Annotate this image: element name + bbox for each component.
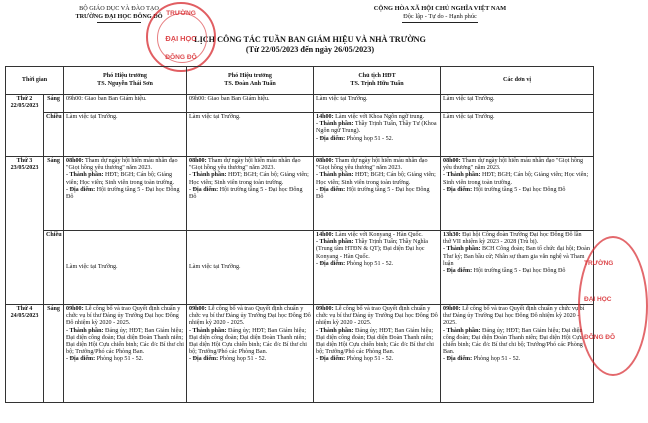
event-description: Tham dự ngày hội hiến máu nhân đạo "Giọt hồng yêu thương" năm 2023. xyxy=(443,158,584,172)
issuer-underline xyxy=(97,22,141,23)
tue-afternoon-col4 xyxy=(441,231,594,305)
schedule-title-block xyxy=(130,35,490,55)
wed-morning-col4 xyxy=(441,305,594,403)
mon-morning-label: Sáng xyxy=(44,95,64,113)
event-location: Phòng họp 51 - 52. xyxy=(472,356,521,363)
location-label: - Địa điểm: xyxy=(443,356,473,363)
wed-day: Thứ 4 xyxy=(16,306,33,312)
event-location: Phòng họp 51 - 52. xyxy=(95,356,144,363)
event-location: Phòng họp 51 - 52. xyxy=(218,356,267,363)
tue-morning-label: Sáng xyxy=(44,157,64,231)
event-location: Hội trường tầng 5 - Đại học Đông Đô xyxy=(472,268,566,275)
event-participants: BCH Công đoàn; Ban tổ chức đại hội; Đoàn Thư ký; Ban bầu cử; Nhân sự tham gia văn nghệ và Tham luận xyxy=(443,246,590,267)
wed-morning-col1 xyxy=(64,305,187,403)
event-participants: Đảng ủy; HĐT; Ban Giám hiệu; Đại diện công đoàn; Đại diện Đoàn Thanh niên; Đại diện Hội Cựu chiến binh; Các đ/c Bí thư chi bộ; Trưởng/Phó các Phòng Ban. xyxy=(66,327,184,356)
event-description: Lễ công bố và trao Quyết định chuẩn y chức vụ bí thư Đảng ủy Trường Đại học Đông Đô nhiệm kỳ 2020 - 2025. xyxy=(316,306,438,327)
tue-morning-row xyxy=(6,157,594,231)
location-label: - Địa điểm: xyxy=(66,356,96,363)
location-label: - Địa điểm: xyxy=(316,135,346,142)
event-description: Tham dự ngày hội hiến máu nhân đạo "Giọt hồng yêu thương" năm 2023. xyxy=(189,158,301,172)
mon-morning-col1: 09h00: Giao ban Ban Giám hiệu. xyxy=(64,95,187,113)
location-label: - Địa điểm: xyxy=(443,186,473,193)
col3-header xyxy=(314,67,441,95)
location-label: - Địa điểm: xyxy=(316,186,346,193)
col1-role: Phó Hiệu trưởng xyxy=(103,73,147,80)
event-time: 08h00: xyxy=(66,158,84,164)
event-time: 09h00: xyxy=(66,306,84,312)
mon-morning-col2: 09h00: Giao ban Ban Giám hiệu. xyxy=(187,95,314,113)
event-location: Hội trường tầng 5 - Đại học Đông Đô xyxy=(189,186,303,201)
event-participants: HĐT; BGH; Cán bộ; Giảng viên; Học viên; Sinh viên trong toàn trường. xyxy=(66,172,175,186)
wed-morning-col2 xyxy=(187,305,314,403)
event-location: Hội trường tầng 5 - Đại học Đông Đô xyxy=(472,186,566,193)
event-time: 09h00: xyxy=(189,306,207,312)
event-participants: Thầy Trịnh Tuấn; Thầy Nghĩa (Trung tâm HTĐN & QT); Đại diện Đại học Konyang - Hàn Quốc. xyxy=(316,239,428,260)
mon-pm-time: 14h00: xyxy=(316,114,334,120)
col1-header xyxy=(64,67,187,95)
event-participants: Đảng ủy; HĐT; Ban Giám hiệu; Đại diện công đoàn; Đại diện Đoàn Thanh niên; Đại diện Hội Cựu chiến binh; Các đ/c Bí thư chi bộ; Trưởng/Phó các Phòng Ban. xyxy=(189,327,307,356)
mon-day: Thứ 2 xyxy=(16,96,33,102)
tue-afternoon-col1: Làm việc tại Trường. xyxy=(64,231,187,305)
seal-bottom-text: ĐÔNG ĐÔ xyxy=(165,54,197,61)
col2-role: Phó Hiệu trưởng xyxy=(228,73,272,80)
participants-label: - Thành phần: xyxy=(189,172,227,179)
ministry-name: BỘ GIÁO DỤC VÀ ĐÀO TẠO xyxy=(79,5,159,12)
participants-label: - Thành phần: xyxy=(316,172,354,179)
mon-afternoon-label: Chiều xyxy=(44,113,64,157)
national-block xyxy=(330,5,550,23)
tue-afternoon-row xyxy=(6,231,594,305)
mon-afternoon-col4: Làm việc tại Trường. xyxy=(441,113,594,157)
edge-seal-text-2: ĐẠI HỌC xyxy=(584,296,612,303)
event-description: Đại hội Công đoàn Trường Đại học Đông Đô lần thứ VII nhiệm kỳ 2023 - 2028 (Trù bị). xyxy=(443,232,582,246)
tue-morning-col4 xyxy=(441,157,594,231)
mon-day-cell xyxy=(6,95,44,157)
participants-label: - Thành phần: xyxy=(443,327,481,334)
schedule-date-range: (Từ 22/05/2023 đến ngày 26/05/2023) xyxy=(245,45,375,54)
event-time: 09h00: xyxy=(316,306,334,312)
event-participants: Đảng ủy; HĐT; Ban Giám hiệu; Đại diện công đoàn; Đại diện Đoàn Thanh niên; Đại diện Hội Cựu chiến binh; Các đ/c Bí thư chi bộ; Trưởng/Phó các Phòng Ban. xyxy=(443,327,583,356)
event-time: 08h00: xyxy=(316,158,334,164)
motto-underline xyxy=(402,22,478,23)
schedule-table xyxy=(5,66,594,403)
tue-afternoon-col3 xyxy=(314,231,441,305)
mon-pm-event: Làm việc với Khoa Ngôn ngữ trung. xyxy=(333,114,425,120)
participants-label: - Thành phần: xyxy=(316,327,354,334)
issuer-block xyxy=(44,5,194,23)
document-header xyxy=(0,0,600,64)
wed-morning-label: Sáng xyxy=(44,305,64,403)
mon-morning-col4: Làm việc tại Trường. xyxy=(441,95,594,113)
header-row xyxy=(6,67,594,95)
wed-day-cell xyxy=(6,305,44,403)
participants-label: - Thành phần: xyxy=(189,327,227,334)
location-label: - Địa điểm: xyxy=(66,186,96,193)
event-time: 08h00: xyxy=(189,158,207,164)
event-participants: Đảng ủy; HĐT; Ban Giám hiệu; Đại diện công đoàn; Đại diện Đoàn Thanh niên; Đại diện Hội Cựu chiến binh; Các đ/c Bí thư chi bộ; Trưởng/Phó các Phòng Ban. xyxy=(316,327,434,356)
tue-morning-col1 xyxy=(64,157,187,231)
col1-person: TS. Nguyễn Thái Sơn xyxy=(97,80,153,87)
event-participants: HĐT; BGH; Cán bộ; Giảng viên; Học viên; Sinh viên trong toàn trường. xyxy=(189,172,309,186)
event-location: Phòng họp 51 - 52. xyxy=(345,356,394,363)
participants-label: - Thành phần: xyxy=(66,172,104,179)
schedule-title: LỊCH CÔNG TÁC TUẦN BAN GIÁM HIỆU VÀ NHÀ TRƯỜNG xyxy=(194,35,426,44)
country-name: CỘNG HÒA XÃ HỘI CHỦ NGHĨA VIỆT NAM xyxy=(373,5,507,12)
tue-afternoon-label: Chiều xyxy=(44,231,64,305)
wed-date: 24/05/2023 xyxy=(10,313,39,320)
event-time: 09h00: xyxy=(443,306,461,312)
col3-person: TS. Trịnh Hữu Tuấn xyxy=(350,80,404,87)
wed-morning-row xyxy=(6,305,594,403)
event-description: Lễ công bố và trao Quyết định chuẩn y chức vụ bí thư Đảng ủy Trường Đại học Đông Đô nhiệm kỳ 2020 - 2025. xyxy=(189,306,311,327)
edge-seal-text-1: TRƯỜNG xyxy=(584,260,614,267)
mon-afternoon-col1: Làm việc tại Trường. xyxy=(64,113,187,157)
event-participants: HĐT; BGH; Cán bộ; Giảng viên; Học viên; Sinh viên trong toàn trường. xyxy=(316,172,436,186)
seal-middle-text: ĐẠI HỌC xyxy=(165,34,197,43)
participants-label: - Thành phần: xyxy=(316,239,354,246)
tue-day: Thứ 3 xyxy=(16,158,33,164)
mon-date: 22/05/2023 xyxy=(10,103,39,110)
participants-label: - Thành phần: xyxy=(66,327,104,334)
location-label: - Địa điểm: xyxy=(189,356,219,363)
tue-afternoon-col2: Làm việc tại Trường. xyxy=(187,231,314,305)
seal-top-text: TRƯỜNG xyxy=(166,10,196,17)
event-participants: HĐT; BGH; Cán bộ; Giảng viên; Học viên; Sinh viên trong toàn trường. xyxy=(443,172,589,186)
event-location: Hội trường tầng 5 - Đại học Đông Đô xyxy=(316,186,430,201)
tue-morning-col2 xyxy=(187,157,314,231)
tue-date: 23/05/2023 xyxy=(10,165,39,172)
wed-morning-col3 xyxy=(314,305,441,403)
tue-day-cell xyxy=(6,157,44,305)
edge-seal-text-3: ĐÔNG ĐÔ xyxy=(584,334,616,341)
event-time: 13h30: xyxy=(443,232,461,238)
mon-afternoon-col3 xyxy=(314,113,441,157)
mon-morning-col3: Làm việc tại Trường. xyxy=(314,95,441,113)
mon-afternoon-row xyxy=(6,113,594,157)
location-label: - Địa điểm: xyxy=(443,268,473,275)
tue-morning-col3 xyxy=(314,157,441,231)
event-location: Phòng họp 51 - 52. xyxy=(345,260,394,267)
mon-afternoon-col2: Làm việc tại Trường. xyxy=(187,113,314,157)
col2-person: TS. Đoàn Anh Tuấn xyxy=(224,80,276,87)
university-name: TRƯỜNG ĐẠI HỌC ĐÔNG ĐÔ xyxy=(75,13,163,20)
event-description: Lễ công bố và trao Quyết định chuẩn y chức vụ bí thư Đảng ủy Trường Đại học Đông Đô nhiệm kỳ 2020 - 2025. xyxy=(66,306,181,327)
mon-morning-row xyxy=(6,95,594,113)
event-location: Hội trường tầng 5 - Đại học Đông Đô xyxy=(66,186,180,201)
event-description: Làm việc với Konyang - Hàn Quốc. xyxy=(333,232,423,238)
time-header: Thời gian xyxy=(6,67,64,95)
event-time: 14h00: xyxy=(316,232,334,238)
col3-role: Chủ tịch HĐT xyxy=(358,73,396,80)
event-description: Lễ công bố và trao Quyết định chuẩn y chức vụ bí thư Đảng ủy Trường Đại học Đông Đô nhiệm kỳ 2020 - 2025. xyxy=(443,306,585,327)
col4-header: Các đơn vị xyxy=(441,67,594,95)
participants-label: - Thành phần: xyxy=(443,172,481,179)
mon-pm-location: Phòng họp 51 - 52. xyxy=(345,135,394,142)
event-description: Tham dự ngày hội hiến máu nhân đạo "Giọt hồng yêu thương" năm 2023. xyxy=(316,158,428,172)
col2-header xyxy=(187,67,314,95)
location-label: - Địa điểm: xyxy=(189,186,219,193)
event-time: 08h00: xyxy=(443,158,461,164)
participants-label: - Thành phần: xyxy=(316,121,354,128)
mon-pm-participants: Thầy Trịnh Tuấn, Thầy Tư (Khoa Ngôn ngữ Trung). xyxy=(316,121,437,135)
event-description: Tham dự ngày hội hiến máu nhân đạo "Giọt hồng yêu thương" năm 2023. xyxy=(66,158,178,172)
location-label: - Địa điểm: xyxy=(316,356,346,363)
national-motto: Độc lập - Tự do - Hạnh phúc xyxy=(403,13,477,20)
participants-label: - Thành phần: xyxy=(443,246,481,253)
location-label: - Địa điểm: xyxy=(316,260,346,267)
